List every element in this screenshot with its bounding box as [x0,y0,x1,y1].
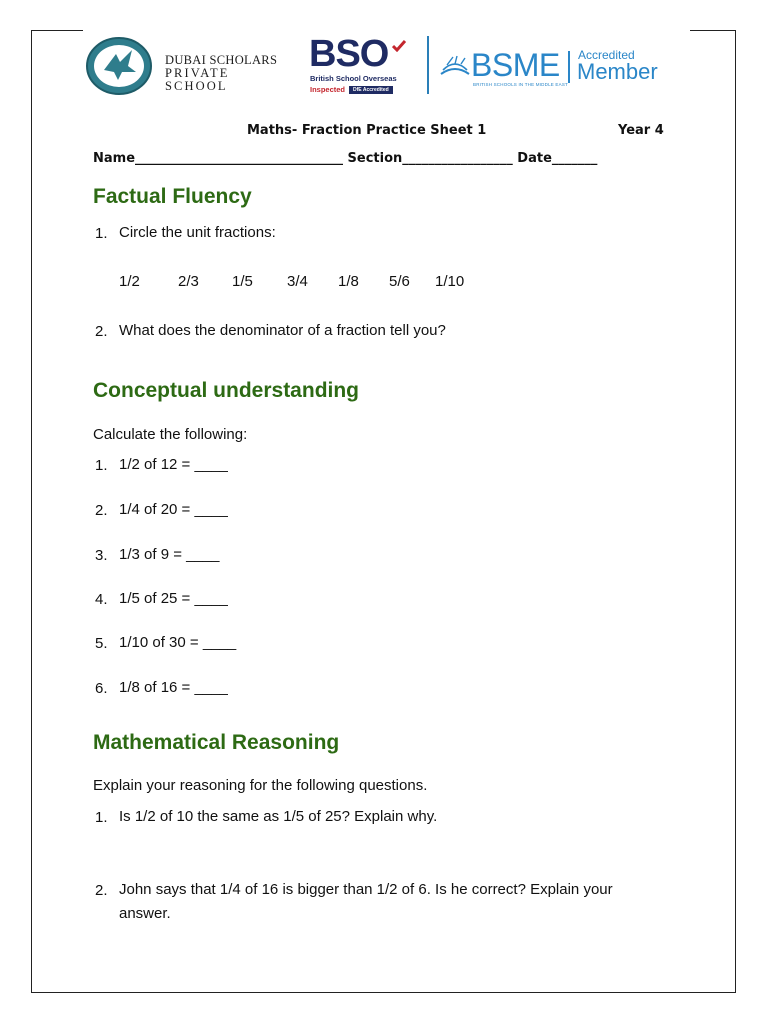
question-number: 1. [95,457,108,474]
bsme-logo [439,48,679,94]
logo-divider [427,36,429,94]
heading-factual-fluency: Factual Fluency [93,185,252,208]
bsme-subtitle: BRITISH SCHOOLS IN THE MIDDLE EAST [473,82,568,87]
fraction-option: 1/8 [338,273,359,290]
question-number: 2. [95,323,108,340]
question-number: 4. [95,591,108,608]
reasoning-question-2: John says that 1/4 of 16 is bigger than 1/2 of 6. Is he correct? Explain your answer. [119,881,613,922]
year-label: Year 4 [618,123,664,138]
calculation-item: 1/5 of 25 = ____ [119,590,228,607]
school-name [165,54,286,93]
sheet-title: Maths- Fraction Practice Sheet 1 [247,123,487,138]
header-logos [86,33,676,98]
question-number: 3. [95,547,108,564]
reasoning-question-1: Is 1/2 of 10 the same as 1/5 of 25? Explain why. [119,808,438,825]
bso-wordmark: BSO [309,33,389,75]
fraction-option: 1/10 [435,273,465,290]
question-denominator: What does the denominator of a fraction tell you? [119,322,446,339]
question-unit-fractions: Circle the unit fractions: [119,224,276,241]
border-top-right [690,30,736,31]
accredited-label: Accredited [578,48,635,62]
bso-tag: DfE Accredited [349,86,393,94]
school-name-line1: DUBAI SCHOLARS [165,53,278,67]
bsme-divider [568,51,570,83]
bso-logo [309,33,409,96]
school-name-line2: PRIVATE SCHOOL [165,66,230,93]
reasoning-intro: Explain your reasoning for the following questions. [93,777,428,794]
bsme-wordmark: BSME [471,47,560,83]
check-icon [392,40,406,52]
school-logo [86,36,286,98]
fraction-option: 1/5 [232,273,253,290]
calculation-item: 1/10 of 30 = ____ [119,634,237,651]
question-number: 6. [95,680,108,697]
heading-conceptual-understanding: Conceptual understanding [93,379,360,402]
name-section-date-row: Name________________________________ Section_________________ Date_______ [93,151,598,166]
question-number: 2. [95,502,108,519]
border-top-left [31,30,83,31]
eagle-crest-icon [86,36,156,96]
question-number: 5. [95,635,108,652]
question-number: 1. [95,809,108,826]
member-label: Member [577,59,658,84]
open-book-icon [439,54,471,78]
question-number: 1. [95,225,108,242]
fraction-option: 2/3 [178,273,199,290]
fraction-option: 5/6 [389,273,410,290]
calculation-item: 1/2 of 12 = ____ [119,456,228,473]
bso-inspected-label: Inspected [310,85,346,94]
question-number: 2. [95,882,108,899]
calculation-item: 1/8 of 16 = ____ [119,679,228,696]
calculate-intro: Calculate the following: [93,426,248,443]
calculation-item: 1/3 of 9 = ____ [119,546,220,563]
bso-subtitle: British School Overseas [310,74,397,83]
heading-mathematical-reasoning: Mathematical Reasoning [93,731,340,754]
fraction-option: 3/4 [287,273,308,290]
bso-inspected [310,85,393,94]
fraction-option: 1/2 [119,273,140,290]
calculation-item: 1/4 of 20 = ____ [119,501,228,518]
